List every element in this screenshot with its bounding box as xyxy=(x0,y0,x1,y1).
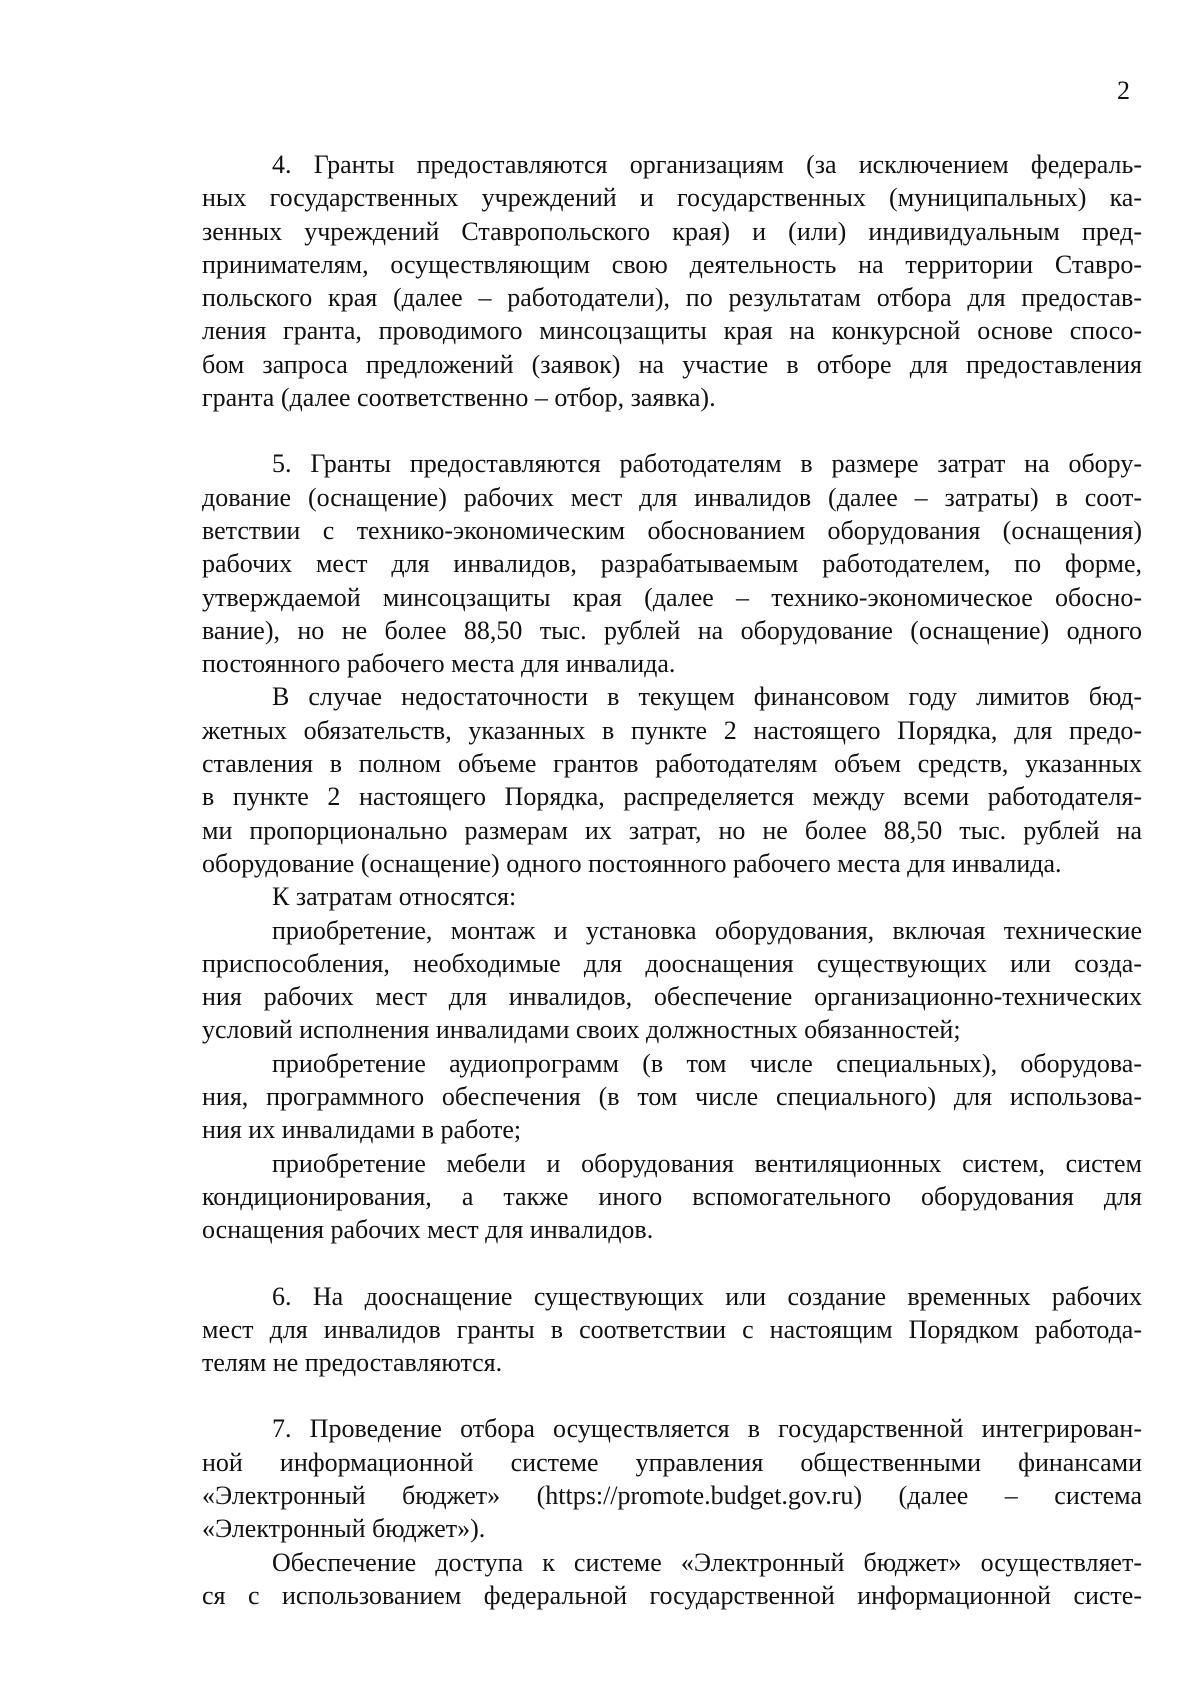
text-line: 6. На дооснащение существующих или создание временных рабочих xyxy=(272,1281,1142,1311)
cost-item-software xyxy=(202,1047,1142,1147)
text-line: гранта (далее соответственно – отбор, заявка). xyxy=(202,383,716,413)
paragraph-gap xyxy=(202,414,1142,447)
paragraph-6-temporary-jobs xyxy=(202,1280,1142,1380)
text-line: принимателям, осуществляющим свою деятельность на территории Ставро- xyxy=(202,249,1142,279)
text-line: жетных обязательств, указанных в пункте 2 настоящего Порядка, для предо- xyxy=(202,715,1142,745)
text-line: приобретение, монтаж и установка оборудования, включая технические xyxy=(272,915,1142,945)
text-line: утверждаемой минсоцзащиты края (далее – технико-экономическое обосно- xyxy=(202,582,1142,612)
text-line: кондиционирования, а также иного вспомогательного оборудования для xyxy=(202,1181,1142,1211)
text-line: К затратам относятся: xyxy=(272,882,517,912)
text-line: Обеспечение доступа к системе «Электронный бюджет» осуществляет- xyxy=(272,1547,1142,1577)
text-line: ставления в полном объеме грантов работодателям объем средств, указанных xyxy=(202,749,1142,779)
cost-item-furniture xyxy=(202,1147,1142,1247)
text-line: приобретение аудиопрограмм (в том числе специальных), оборудова- xyxy=(272,1048,1142,1078)
text-line: вание), но не более 88,50 тыс. рублей на оборудование (оснащение) одного xyxy=(202,615,1142,645)
paragraph-system-access xyxy=(202,1546,1142,1613)
paragraph-insufficient-limits xyxy=(202,680,1142,880)
text-line: ния их инвалидами в работе; xyxy=(202,1115,522,1145)
text-line: ся с использованием федеральной государственной информационной систе- xyxy=(202,1580,1142,1610)
paragraph-7-electronic-budget xyxy=(202,1412,1142,1545)
text-line: ния, программного обеспечения (в том числе специального) для использова- xyxy=(202,1082,1142,1112)
text-line: «Электронный бюджет» (https://promote.budget.gov.ru) (далее – система xyxy=(202,1480,1142,1510)
paragraph-costs-header xyxy=(202,880,1142,913)
text-line: в пункте 2 настоящего Порядка, распределяется между всеми работодателя- xyxy=(202,782,1142,812)
text-line: польского края (далее – работодатели), по результатам отбора для предостав- xyxy=(202,283,1142,313)
paragraph-gap xyxy=(202,1379,1142,1412)
text-line: приспособления, необходимые для дооснащения существующих или созда- xyxy=(202,948,1142,978)
cost-item-equipment xyxy=(202,914,1142,1047)
text-line: мест для инвалидов гранты в соответствии с настоящим Порядком работода- xyxy=(202,1314,1142,1344)
text-line: ми пропорционально размерам их затрат, но не более 88,50 тыс. рублей на xyxy=(202,815,1142,845)
text-line: 5. Гранты предоставляются работодателям в размере затрат на обору- xyxy=(272,449,1142,479)
text-line: ных государственных учреждений и государственных (муниципальных) ка- xyxy=(202,183,1142,213)
text-line: 7. Проведение отбора осуществляется в государственной интегрирован- xyxy=(272,1414,1142,1444)
text-line: зенных учреждений Ставропольского края) и (или) индивидуальным пред- xyxy=(202,216,1142,246)
text-line: «Электронный бюджет»). xyxy=(202,1514,486,1544)
text-line: оснащения рабочих мест для инвалидов. xyxy=(202,1215,654,1245)
text-line: приобретение мебели и оборудования вентиляционных систем, систем xyxy=(272,1148,1142,1178)
text-line: дование (оснащение) рабочих мест для инвалидов (далее – затраты) в соот- xyxy=(202,482,1142,512)
text-line: 4. Гранты предоставляются организациям (за исключением федераль- xyxy=(272,150,1142,179)
page-number: 2 xyxy=(1117,76,1130,105)
paragraph-gap xyxy=(202,1247,1142,1280)
paragraph-5-grant-amount xyxy=(202,447,1142,680)
text-line: ления гранта, проводимого минсоцзащиты края на конкурсной основе спосо- xyxy=(202,316,1142,346)
text-line: В случае недостаточности в текущем финансовом году лимитов бюд- xyxy=(272,682,1142,712)
text-line: ния рабочих мест для инвалидов, обеспечение организационно-технических xyxy=(202,982,1142,1012)
text-line: бом запроса предложений (заявок) на участие в отборе для предоставления xyxy=(202,349,1142,379)
text-line: постоянного рабочего места для инвалида. xyxy=(202,649,676,679)
text-line: телям не предоставляются. xyxy=(202,1348,503,1378)
text-line: рабочих мест для инвалидов, разрабатываемым работодателем, по форме, xyxy=(202,549,1142,579)
document-body xyxy=(202,148,1142,1612)
text-line: условий исполнения инвалидами своих должностных обязанностей; xyxy=(202,1015,961,1045)
text-line: оборудование (оснащение) одного постоянного рабочего места для инвалида. xyxy=(202,848,1062,878)
text-line: ной информационной системе управления общественными финансами xyxy=(202,1447,1142,1477)
paragraph-4-grants-recipients xyxy=(202,148,1142,414)
text-line: ветствии с технико-экономическим обоснованием оборудования (оснащения) xyxy=(202,515,1142,545)
